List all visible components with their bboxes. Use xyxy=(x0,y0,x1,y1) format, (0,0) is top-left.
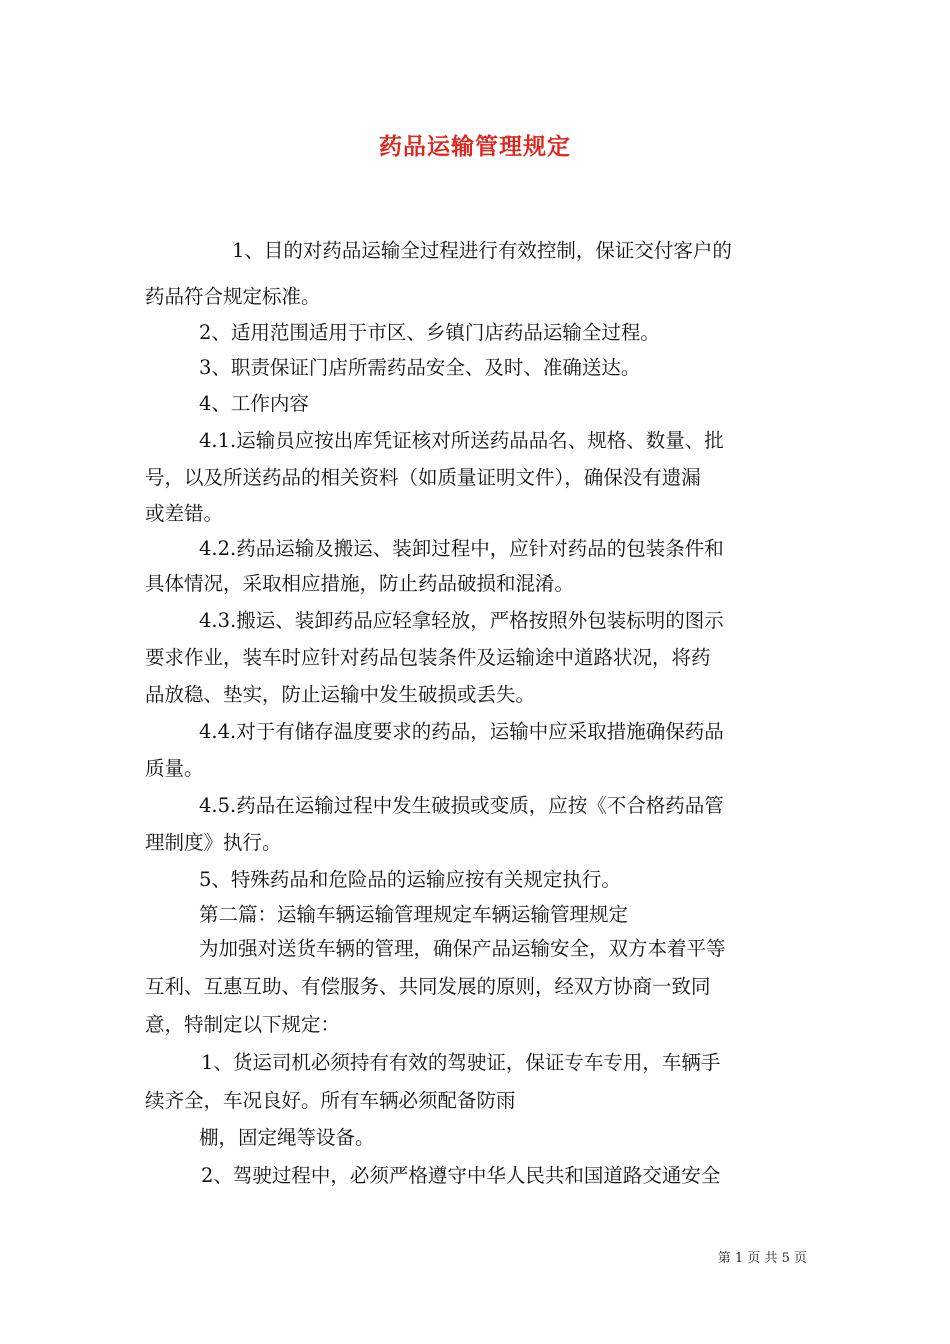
text-line: 2、适用范围适用于市区、乡镇门店药品运输全过程。 xyxy=(199,321,660,344)
text-line: 4、工作内容 xyxy=(199,392,309,415)
text-line: 4.1.运输员应按出库凭证核对所送药品品名、规格、数量、批 xyxy=(199,429,724,452)
text-line: 3、职责保证门店所需药品安全、及时、准确送达。 xyxy=(199,356,641,379)
page-number: 第 1 页 共 5 页 xyxy=(717,1251,807,1266)
text-line: 棚，固定绳等设备。 xyxy=(199,1126,375,1149)
text-line: 具体情况，采取相应措施，防止药品破损和混淆。 xyxy=(145,572,575,595)
document-title: 药品运输管理规定 xyxy=(379,133,571,160)
text-line: 号，以及所送药品的相关资料（如质量证明文件），确保没有遗漏 xyxy=(145,466,701,489)
text-line: 2、驾驶过程中，必须严格遵守中华人民共和国道路交通安全 xyxy=(201,1164,721,1187)
text-line: 1、目的对药品运输全过程进行有效控制，保证交付客户的 xyxy=(232,239,732,262)
text-line: 要求作业，装车时应针对药品包装条件及运输途中道路状况，将药 xyxy=(145,646,711,669)
text-line: 意，特制定以下规定： xyxy=(145,1013,341,1036)
text-line: 4.3.搬运、装卸药品应轻拿轻放，严格按照外包装标明的图示 xyxy=(199,609,724,632)
text-line: 药品符合规定标准。 xyxy=(145,285,321,308)
text-line: 理制度》执行。 xyxy=(145,831,282,854)
text-line: 4.4.对于有储存温度要求的药品，运输中应采取措施确保药品 xyxy=(199,720,724,743)
text-line: 质量。 xyxy=(145,757,204,780)
text-line: 品放稳、垫实，防止运输中发生破损或丢失。 xyxy=(145,683,536,706)
text-line: 第二篇：运输车辆运输管理规定车辆运输管理规定 xyxy=(199,903,629,926)
text-line: 5、特殊药品和危险品的运输应按有关规定执行。 xyxy=(199,868,621,891)
text-line: 4.2.药品运输及搬运、装卸过程中，应针对药品的包装条件和 xyxy=(199,537,724,560)
text-line: 互利、互惠互助、有偿服务、共同发展的原则，经双方协商一致同 xyxy=(145,975,711,998)
text-line: 1、货运司机必须持有有效的驾驶证，保证专车专用，车辆手 xyxy=(201,1051,721,1074)
text-line: 4.5.药品在运输过程中发生破损或变质，应按《不合格药品管 xyxy=(199,794,724,817)
text-line: 或差错。 xyxy=(145,502,224,525)
text-line: 续齐全，车况良好。所有车辆必须配备防雨 xyxy=(145,1089,516,1112)
text-line: 为加强对送货车辆的管理，确保产品运输安全，双方本着平等 xyxy=(199,937,726,960)
